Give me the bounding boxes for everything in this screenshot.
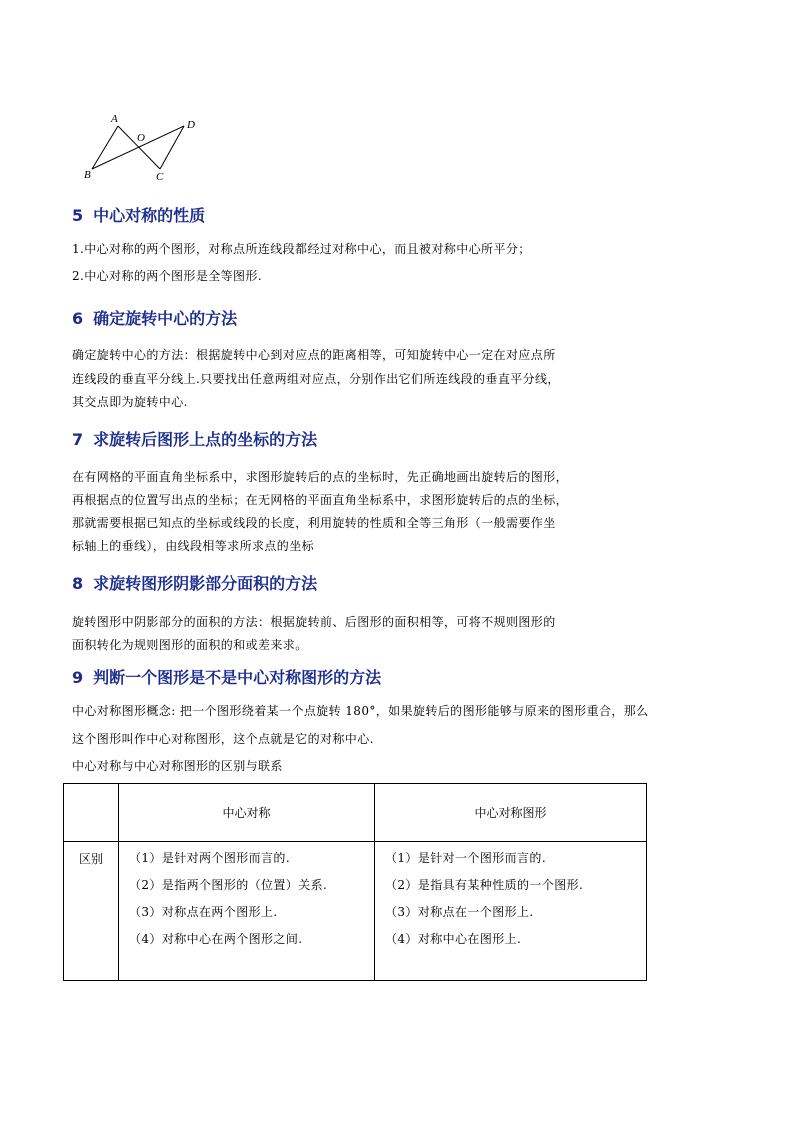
row-label: 区别	[64, 842, 119, 981]
list-item: （1）是针对两个图形而言的.	[129, 851, 291, 865]
list-item: （3）对称点在一个图形上.	[385, 905, 534, 919]
body-line: 那就需要根据已知点的坐标或线段的长度，利用旋转的性质和全等三角形（一般需要作坐	[72, 516, 556, 530]
body-line: 中心对称图形概念: 把一个图形绕着某一个点旋转 180°，如果旋转后的图形能够与原来的图形重合，那么	[72, 704, 649, 718]
table-header-central-symmetry: 中心对称	[119, 784, 375, 842]
table-header-centrally-symmetric-figure: 中心对称图形	[375, 784, 647, 842]
body-line: 在有网格的平面直角坐标系中，求图形旋转后的点的坐标时，先正确地画出旋转后的图形，	[72, 470, 569, 484]
geometry-figure	[80, 112, 210, 184]
list-item: （4）对称中心在图形上.	[385, 932, 522, 946]
body-line: 标轴上的垂线），由线段相等求所求点的坐标	[72, 539, 315, 553]
body-line: 中心对称与中心对称图形的区别与联系	[72, 759, 283, 773]
section-number: 9	[72, 668, 84, 687]
section-title: 求旋转图形阴影部分面积的方法	[93, 574, 318, 593]
body-line: 再根据点的位置写出点的坐标；在无网格的平面直角坐标系中，求图形旋转后的点的坐标，	[72, 493, 569, 507]
section-number: 6	[72, 309, 84, 328]
label-d: D	[187, 119, 195, 131]
list-item: （2）是指具有某种性质的一个图形.	[385, 878, 584, 892]
section-5-heading	[72, 203, 205, 226]
body-line: 确定旋转中心的方法：根据旋转中心到对应点的距离相等，可知旋转中心一定在对应点所	[72, 348, 556, 362]
section-8-heading	[72, 571, 317, 594]
label-b: B	[84, 169, 91, 181]
centrally-symmetric-figure-cell	[375, 842, 647, 981]
table-header-empty	[64, 784, 119, 842]
label-o: O	[137, 132, 145, 144]
label-a: A	[111, 113, 118, 125]
section-number: 8	[72, 574, 84, 593]
body-line: 1.中心对称的两个图形，对称点所连线段都经过对称中心，而且被对称中心所平分；	[72, 242, 531, 256]
list-item: （1）是针对一个图形而言的.	[385, 851, 547, 865]
list-item: （3）对称点在两个图形上.	[129, 905, 278, 919]
body-line: 面积转化为规则图形的面积的和或差来求。	[72, 638, 308, 652]
section-title: 判断一个图形是不是中心对称图形的方法	[93, 668, 382, 687]
table-row	[64, 842, 647, 981]
section-9-heading	[72, 665, 381, 688]
list-item: （2）是指两个图形的（位置）关系.	[129, 878, 328, 892]
comparison-table	[63, 783, 647, 981]
parallelogram-diagram	[80, 112, 210, 184]
section-7-heading	[72, 427, 317, 450]
central-symmetry-cell	[119, 842, 375, 981]
section-title: 确定旋转中心的方法	[93, 309, 238, 328]
section-number: 7	[72, 430, 84, 449]
body-line: 其交点即为旋转中心.	[72, 395, 188, 409]
section-6-heading	[72, 306, 237, 329]
body-line: 连线段的垂直平分线上.只要找出任意两组对应点，分别作出它们所连线段的垂直平分线，	[72, 372, 560, 386]
section-number: 5	[72, 206, 84, 225]
section-title: 中心对称的性质	[93, 206, 206, 225]
section-title: 求旋转后图形上点的坐标的方法	[93, 430, 318, 449]
table-header-row	[64, 784, 647, 842]
label-c: C	[156, 171, 164, 183]
body-line: 2.中心对称的两个图形是全等图形.	[72, 269, 263, 283]
body-line: 这个图形叫作中心对称图形，这个点就是它的对称中心.	[72, 732, 374, 746]
list-item: （4）对称中心在两个图形之间.	[129, 932, 303, 946]
body-line: 旋转图形中阴影部分的面积的方法：根据旋转前、后图形的面积相等，可将不规则图形的	[72, 615, 556, 629]
